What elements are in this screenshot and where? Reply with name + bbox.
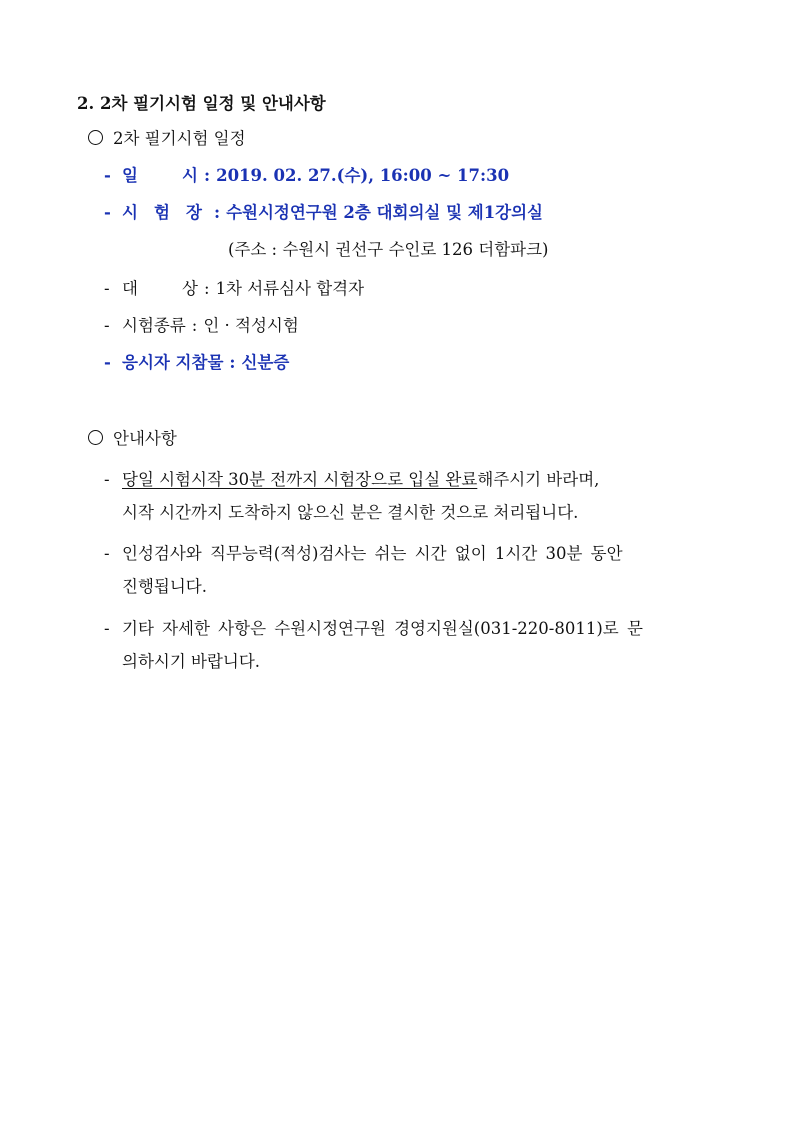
circle-bullet-icon bbox=[88, 430, 103, 445]
dash-bullet: - bbox=[104, 470, 110, 489]
venue-label: 시 험 장 bbox=[122, 203, 202, 222]
notice-heading bbox=[88, 428, 177, 450]
schedule-item-datetime: - 일 시 : 2019. 02. 27.(수), 16:00 ~ 17:30 bbox=[104, 166, 510, 185]
section-title: 2. 2차 필기시험 일정 및 안내사항 bbox=[77, 94, 326, 113]
schedule-heading-text: 2차 필기시험 일정 bbox=[113, 129, 246, 148]
notice-item-1 bbox=[104, 463, 724, 529]
dash-bullet: - bbox=[104, 203, 111, 222]
notice-2-line1: 인성검사와 직무능력(적성)검사는 쉬는 시간 없이 1시간 30분 동안 bbox=[122, 544, 623, 563]
target-label: 대 상 bbox=[122, 279, 198, 298]
datetime-label: 일 시 bbox=[122, 166, 198, 185]
belongings-label: 응시자 지참물 bbox=[122, 353, 224, 372]
dash-bullet: - bbox=[104, 353, 111, 372]
schedule-item-target: - 대 상 : 1차 서류심사 합격자 bbox=[104, 279, 365, 298]
exam-type-label: 시험종류 bbox=[122, 316, 186, 335]
venue-value: 수원시정연구원 2층 대회의실 및 제1강의실 bbox=[226, 203, 543, 222]
dash-bullet: - bbox=[104, 166, 111, 185]
target-value: 1차 서류심사 합격자 bbox=[215, 279, 365, 298]
circle-bullet-icon bbox=[88, 130, 103, 145]
venue-address: (주소 : 수원시 권선구 수인로 126 더함파크) bbox=[228, 240, 549, 259]
schedule-item-venue: - 시 험 장 : 수원시정연구원 2층 대회의실 및 제1강의실 bbox=[104, 203, 543, 222]
belongings-value: 신분증 bbox=[241, 353, 290, 372]
dash-bullet: - bbox=[104, 316, 110, 335]
dash-bullet: - bbox=[104, 279, 110, 298]
notice-1-line2: 시작 시간까지 도착하지 않으신 분은 결시한 것으로 처리됩니다. bbox=[122, 503, 579, 522]
notice-1-underlined: 당일 시험시작 30분 전까지 시험장으로 입실 완료 bbox=[122, 470, 478, 489]
notice-3-line2: 의하시기 바랍니다. bbox=[122, 652, 261, 671]
dash-bullet: - bbox=[104, 619, 110, 638]
notice-2-line2: 진행됩니다. bbox=[122, 577, 207, 596]
notice-heading-text: 안내사항 bbox=[113, 429, 177, 448]
schedule-item-belongings: - 응시자 지참물 : 신분증 bbox=[104, 353, 290, 372]
exam-type-value: 인 · 적성시험 bbox=[203, 316, 299, 335]
dash-bullet: - bbox=[104, 544, 110, 563]
notice-item-3 bbox=[104, 612, 724, 678]
notice-3-line1: 기타 자세한 사항은 수원시정연구원 경영지원실(031-220-8011)로 문 bbox=[122, 619, 643, 638]
datetime-value: 2019. 02. 27.(수), 16:00 ~ 17:30 bbox=[216, 166, 510, 185]
notice-1-rest: 해주시기 바라며, bbox=[477, 470, 600, 489]
schedule-heading bbox=[88, 128, 246, 150]
schedule-item-exam-type: - 시험종류 : 인 · 적성시험 bbox=[104, 316, 299, 335]
notice-item-2 bbox=[104, 537, 724, 603]
